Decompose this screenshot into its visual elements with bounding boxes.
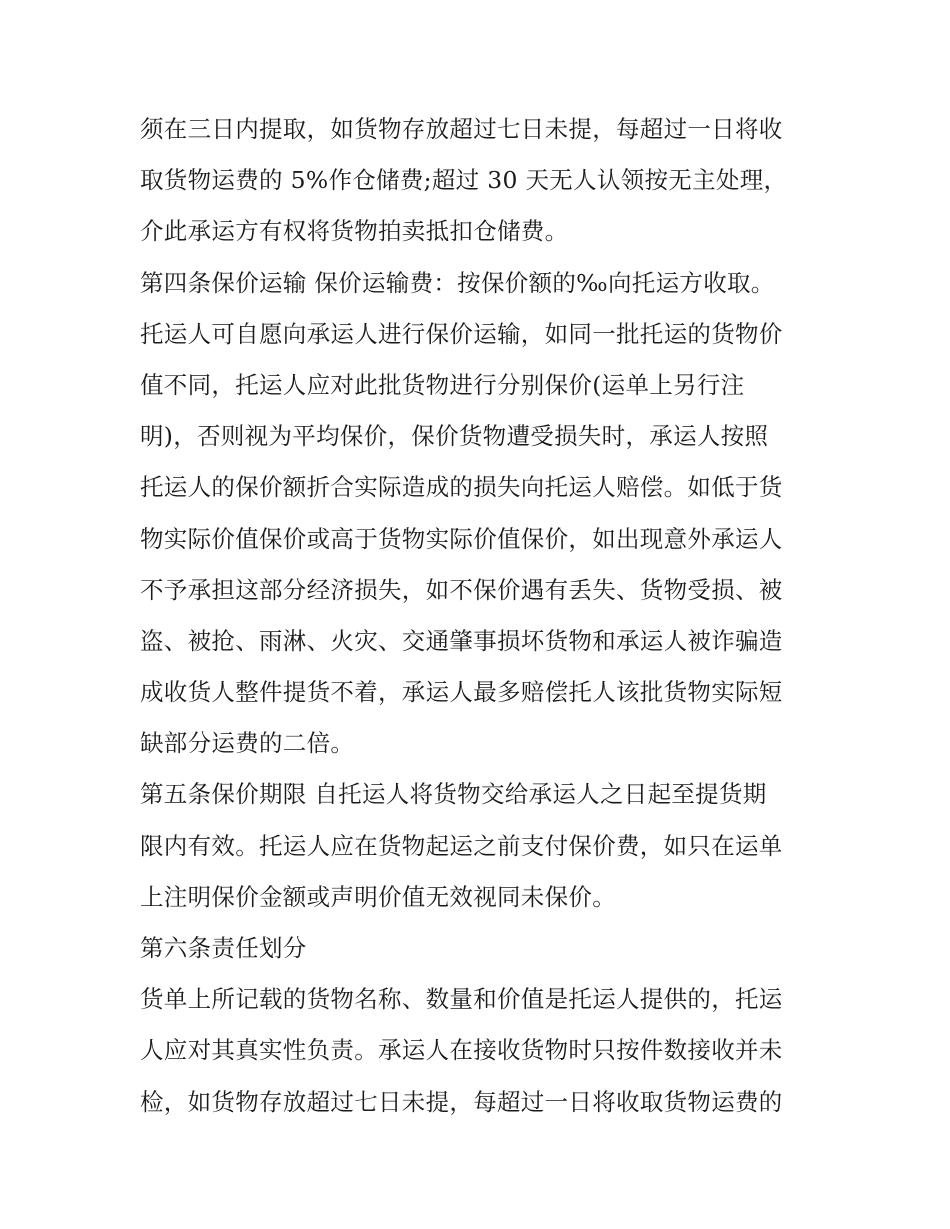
text-line: 介此承运方有权将货物拍卖抵扣仓储费。 <box>140 217 569 246</box>
text-line: 值不同，托运人应对此批货物进行分别保价(运单上另行注 <box>140 370 745 399</box>
text-line: 上注明保价金额或声明价值无效视同未保价。 <box>140 882 616 911</box>
text-line: 取货物运费的 5%作仓储费;超过 30 天无人认领按无主处理， <box>140 166 788 195</box>
text-line: 人应对其真实性负责。承运人在接收货物时只按件数接收并未 <box>140 1036 783 1065</box>
section-heading-article-6: 第六条责任划分 <box>140 934 307 962</box>
section-heading-article-4: 第四条保价运输 保价运输费：按保价额的‰向托运方收取。 <box>140 268 775 297</box>
text-line: 货单上所记载的货物名称、数量和价值是托运人提供的，托运 <box>140 985 783 1014</box>
text-line: 限内有效。托运人应在货物起运之前支付保价费，如只在运单 <box>140 831 783 860</box>
text-line: 托运人的保价额折合实际造成的损失向托运人赔偿。如低于货 <box>140 473 783 502</box>
text-line: 盗、被抢、雨淋、火灾、交通肇事损坏货物和承运人被诈骗造 <box>140 626 783 655</box>
text-line: 检，如货物存放超过七日未提，每超过一日将收取货物运费的 <box>140 1087 783 1116</box>
text-line: 成收货人整件提货不着，承运人最多赔偿托人该批货物实际短 <box>140 678 783 707</box>
section-heading-article-5: 第五条保价期限 自托运人将货物交给承运人之日起至提货期 <box>140 780 767 809</box>
text-line: 托运人可自愿向承运人进行保价运输，如同一批托运的货物价 <box>140 319 783 348</box>
text-line: 物实际价值保价或高于货物实际价值保价，如出现意外承运人 <box>140 524 783 553</box>
text-line: 不予承担这部分经济损失，如不保价遇有丢失、货物受损、被 <box>140 575 783 604</box>
text-line: 明)，否则视为平均保价，保价货物遭受损失时，承运人按照 <box>140 422 769 451</box>
text-line: 须在三日内提取，如货物存放超过七日未提，每超过一日将收 <box>140 115 783 143</box>
text-line: 缺部分运费的二倍。 <box>140 729 355 758</box>
document-body <box>140 104 820 1128</box>
